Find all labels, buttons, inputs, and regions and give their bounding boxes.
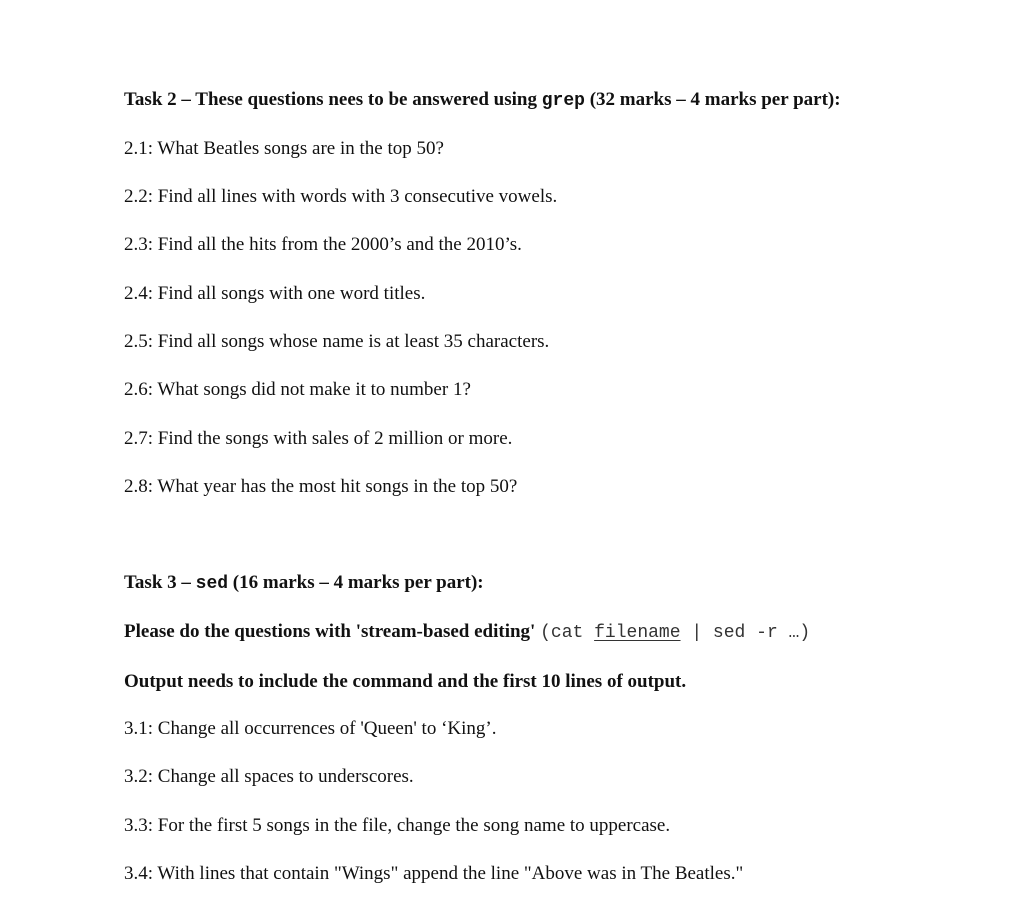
task2-heading-command: grep — [541, 91, 585, 111]
task3-question-1: 3.1: Change all occurrences of 'Queen' to ‘King’. — [124, 718, 497, 739]
task3-question-2: 3.2: Change all spaces to underscores. — [124, 766, 414, 787]
task2-question-7: 2.7: Find the songs with sales of 2 million or more. — [124, 428, 513, 449]
task2-heading — [124, 88, 841, 113]
task3-code-filename: filename — [594, 623, 681, 643]
task3-question-3: 3.3: For the first 5 songs in the file, change the song name to uppercase. — [124, 815, 671, 836]
task2-heading-suffix: (32 marks – 4 marks per part): — [584, 89, 841, 110]
task2-question-5: 2.5: Find all songs whose name is at least 35 characters. — [124, 331, 550, 352]
task2-question-8: 2.8: What year has the most hit songs in the top 50? — [124, 476, 518, 497]
task3-code-rest: | sed -r …) — [680, 623, 811, 643]
task2-question-1: 2.1: What Beatles songs are in the top 50? — [124, 138, 444, 159]
task3-code-open: (cat — [540, 623, 595, 643]
task2-question-3: 2.3: Find all the hits from the 2000’s and the 2010’s. — [124, 234, 522, 255]
task3-heading-prefix: Task 3 – — [124, 572, 196, 593]
task3-heading-command: sed — [195, 574, 229, 594]
task3-instruction-text: Please do the questions with 'stream-based editing' — [124, 621, 541, 642]
task3-heading — [124, 571, 484, 596]
task3-question-4: 3.4: With lines that contain "Wings" append the line "Above was in The Beatles." — [124, 863, 744, 884]
task2-question-6: 2.6: What songs did not make it to number 1? — [124, 379, 471, 400]
task2-question-4: 2.4: Find all songs with one word titles. — [124, 283, 426, 304]
task3-heading-suffix: (16 marks – 4 marks per part): — [228, 572, 484, 593]
task3-output-note: Output needs to include the command and the first 10 lines of output. — [124, 671, 687, 692]
task3-instruction — [124, 620, 810, 645]
task2-heading-prefix: Task 2 – These questions nees to be answered using — [124, 89, 542, 110]
task2-question-2: 2.2: Find all lines with words with 3 consecutive vowels. — [124, 186, 558, 207]
